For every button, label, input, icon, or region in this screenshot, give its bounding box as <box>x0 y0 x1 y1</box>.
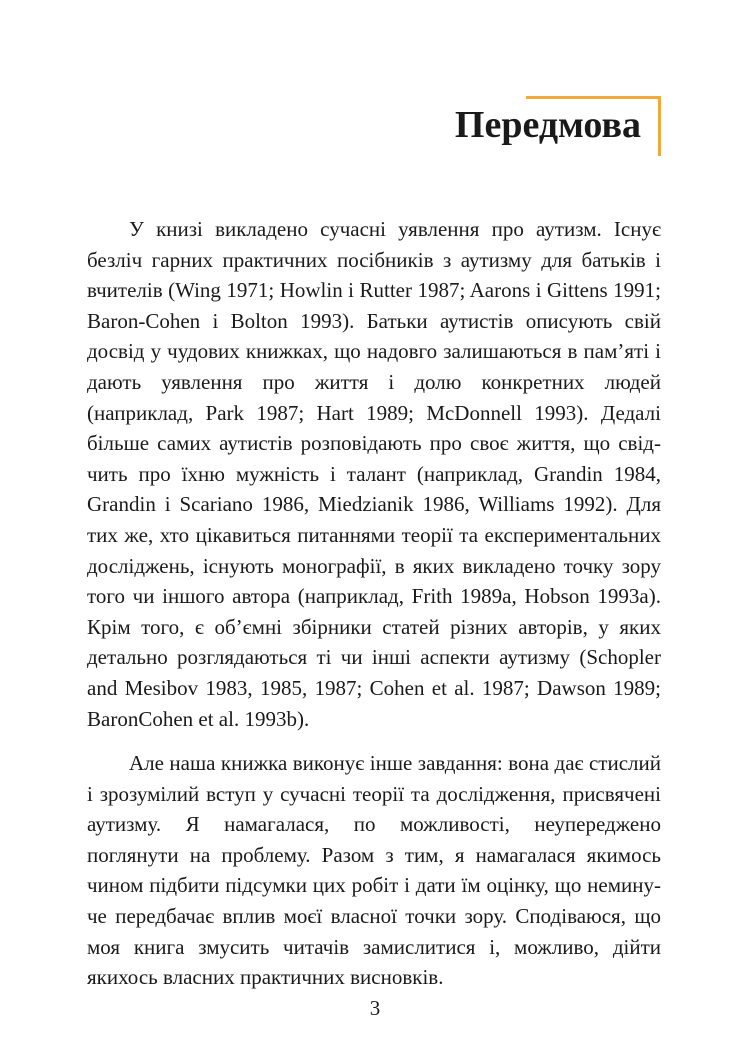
title-accent-line-right <box>658 96 661 156</box>
paragraph-1: У книзі викладено сучасні уявлення про аутизм. Існує безліч гарних практичних посібників з аутизму для батьків і вчителів (Wing 1971; Howlin і Rutter 1987; Aarons і Gittens 1991; Baron-Cohen і Bolton 1993). Батьки аутистів описують свій досвід у чудових книжках, що надовго залишаються в пам’яті і дають уявлення про життя і долю конкретних людей (наприклад, Park 1987; Hart 1989; McDonnell 1993). Дедалі більше самих аутистів розповідають про своє життя, що свідчить про їхню мужність і талант (наприклад, Grandin 1984, Grandin і Scariano 1986, Miedzianik 1986, Williams 1992). Для тих же, хто цікавиться питаннями теорії та експериментальних досліджень, існують монографії, в яких викладено точку зору того чи іншого автора (наприклад, Frith 1989a, Hobson 1993a). Крім того, є об’ємні збірники статей різних авторів, у яких детально розглядаються ті чи інші аспекти аутизму (Schopler and Mesibov 1983, 1985, 1987; Cohen et al. 1987; Dawson 1989; BaronCohen et al. 1993b). <box>87 217 661 731</box>
paragraph-2: Але наша книжка виконує інше завдання: вона дає стислий і зрозумілий вступ у сучасні теорії та дослідження, присвячені аутизму. Я намагалася, по можливості, неупереджено поглянути на проблему. Разом з тим, я намагалася якимось чином підбити підсумки цих робіт і дати їм оцінку, що неминуче передбачає вплив моєї власної точки зору. Сподіваюся, що моя книга змусить читачів замислитися і, можливо, дійти якихось власних практичних висновків. <box>87 751 661 990</box>
page-number: 3 <box>369 996 381 1020</box>
page-title: Передмова <box>454 104 641 146</box>
title-accent-line-top <box>526 96 661 99</box>
title-block <box>421 96 661 156</box>
body-text <box>87 214 661 1007</box>
